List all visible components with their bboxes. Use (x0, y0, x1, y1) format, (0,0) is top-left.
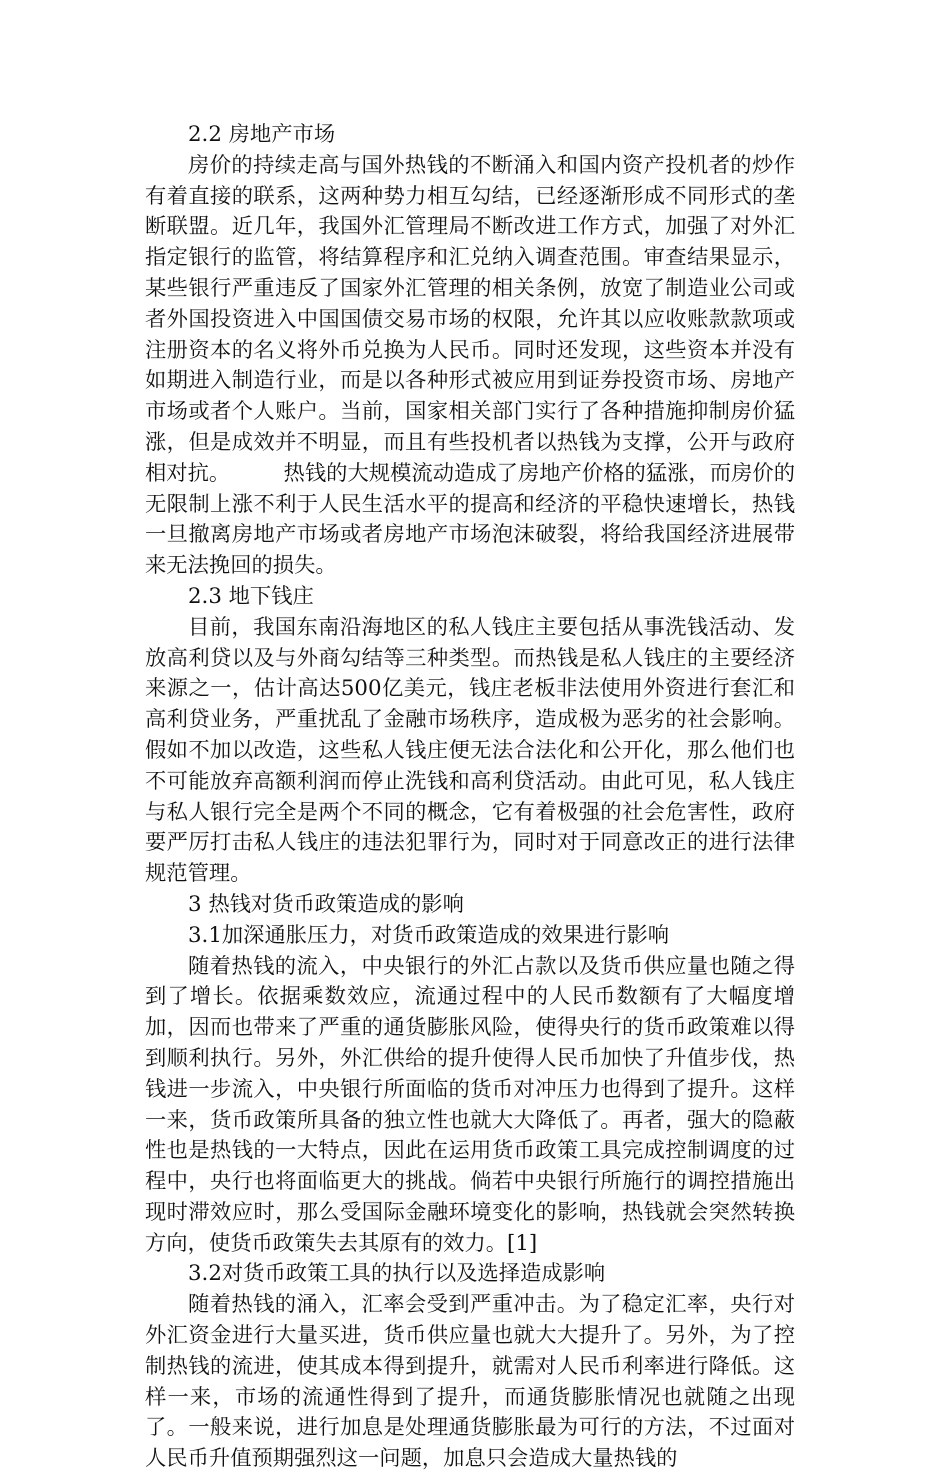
section-heading-2-2: 2.2 房地产市场 (188, 122, 336, 147)
paragraph-underground-banks: 目前，我国东南沿海地区的私人钱庄主要包括从事洗钱活动、发放高利贷以及与外商勾结等三种类型。而热钱是私人钱庄的主要经济来源之一，估计高达500亿美元，钱庄老板非法使用外资进行套汇和高利贷业务，严重扰乱了金融市场秩序，造成极为恶劣的社会影响。假如不加以改造，这些私人钱庄便无法合法化和公开化，那么他们也不可能放弃高额利润而停止洗钱和高利贷活动。由此可见，私人钱庄与私人银行完全是两个不同的概念，它有着极强的社会危害性，政府要严厉打击私人钱庄的违法犯罪行为，同时对于同意改正的进行法律规范管理。 (145, 614, 795, 887)
section-heading-3-1: 3.1加深通胀压力，对货币政策造成的效果进行影响 (188, 922, 670, 948)
paragraph-policy-tools: 随着热钱的涌入，汇率会受到严重冲击。为了稳定汇率，央行对外汇资金进行大量买进，货币供应量也就大大提升了。另外，为了控制热钱的流进，使其成本得到提升，就需对人民币利率进行降低。这样一来，市场的流通性得到了提升，而通货膨胀情况也就随之出现了。一般来说，进行加息是处理通货膨胀最为可行的方法，不过面对人民币升值预期强烈这一问题，加息只会造成大量热钱的 (145, 1292, 795, 1472)
section-heading-3-2: 3.2对货币政策工具的执行以及选择造成影响 (188, 1261, 606, 1287)
document-page (145, 120, 795, 1475)
paragraph-inflation-pressure: 随着热钱的流入，中央银行的外汇占款以及货币供应量也随之得到了增长。依据乘数效应，流通过程中的人民币数额有了大幅度增加，因而也带来了严重的通货膨胀风险，使得央行的货币政策难以得到顺利执行。另外，外汇供给的提升使得人民币加快了升值步伐，热钱进一步流入，中央银行所面临的货币对冲压力也得到了提升。这样一来，货币政策所具备的独立性也就大大降低了。再者，强大的隐蔽性也是热钱的一大特点，因此在运用货币政策工具完成控制调度的过程中，央行也将面临更大的挑战。倘若中央银行所施行的调控措施出现时滞效应时，那么受国际金融环境变化的影响，热钱就会突然转换方向，使货币政策失去其原有的效力。[1] (145, 953, 795, 1256)
section-heading-3: 3 热钱对货币政策造成的影响 (188, 891, 464, 917)
paragraph-real-estate: 房价的持续走高与国外热钱的不断涌入和国内资产投机者的炒作有着直接的联系，这两种势力相互勾结，已经逐渐形成不同形式的垄断联盟。近几年，我国外汇管理局不断改进工作方式，加强了对外汇指定银行的监管，将结算程序和汇兑纳入调查范围。审查结果显示，某些银行严重违反了国家外汇管理的相关条例，放宽了制造业公司或者外国投资进入中国国债交易市场的权限，允许其以应收账款款项或注册资本的名义将外币兑换为人民币。同时还发现，这些资本并没有如期进入制造行业，而是以各种形式被应用到证券投资市场、房地产市场或者个人账户。当前，国家相关部门实行了各种措施抑制房价猛涨，但是成效并不明显，而且有些投机者以热钱为支撑，公开与政府相对抗。 热钱的大规模流动造成了房地产价格的猛涨，而房价的无限制上涨不利于人民生活水平的提高和经济的平稳快速增长，热钱一旦撤离房地产市场或者房地产市场泡沫破裂，将给我国经济进展带来无法挽回的损失。 (145, 152, 795, 579)
section-heading-2-3: 2.3 地下钱庄 (188, 583, 314, 609)
